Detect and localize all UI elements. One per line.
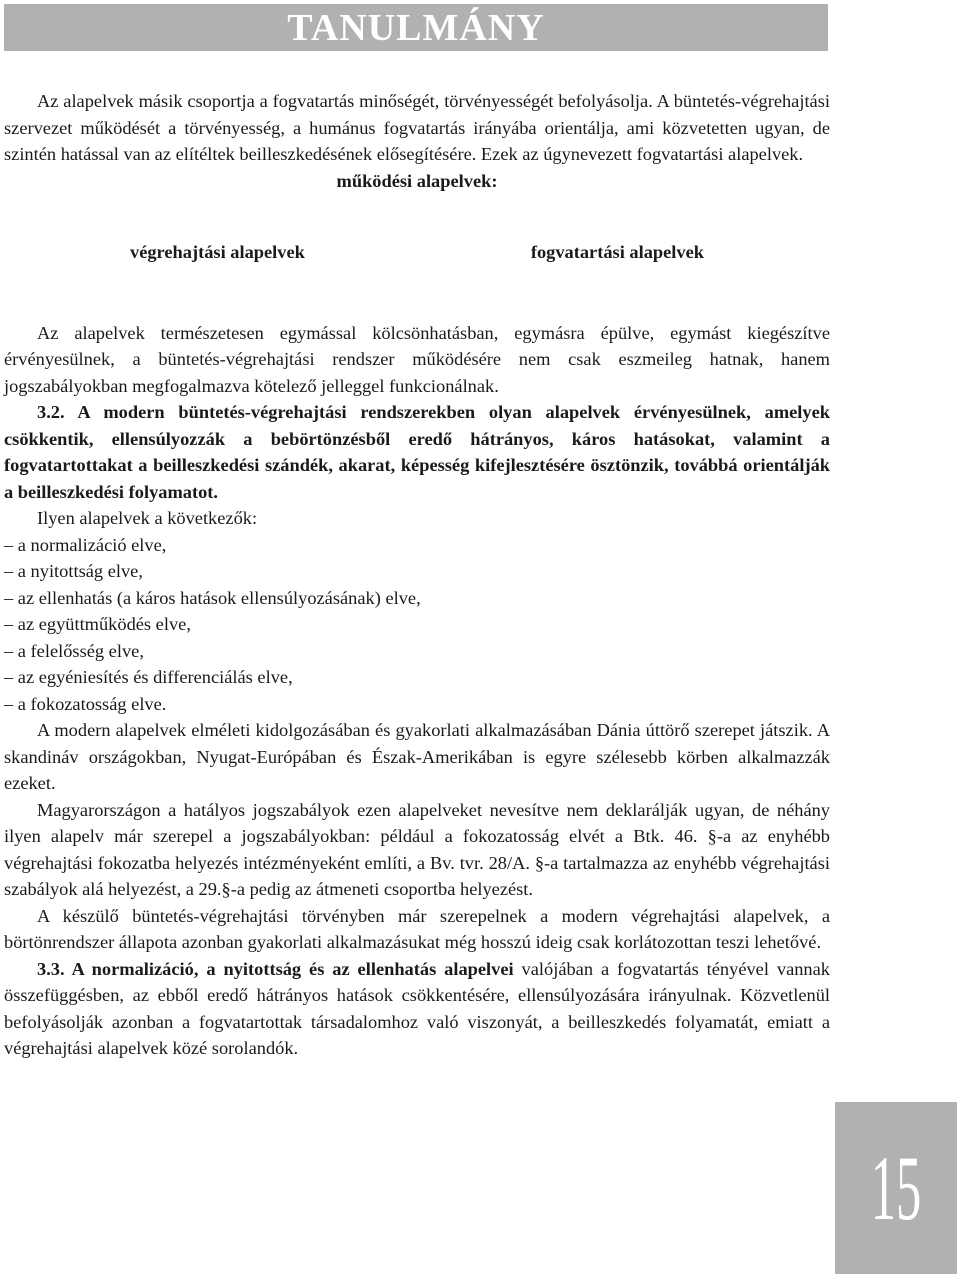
list-item: – a normalizáció elve, [4, 534, 167, 555]
section-3-2: 3.2. A modern büntetés-végrehajtási rendszerekben olyan alapelvek érvényesülnek, amelyek csökkentik, ellensúlyozzák a bebörtönzésből eredő hátrányos, káros hatásokat, valamint a fogvatartottakat a beilleszkedési szándék, akarat, képesség kifejlesztésére ösztönzik, továbbá orientálják a beilleszkedési folyamatot. [4, 402, 830, 502]
section-3-3-heading: 3.3. A normalizáció, a nyitottság és az ellenhatás alapelvei [37, 958, 514, 979]
diagram-left-branch: végrehajtási alapelvek [130, 242, 305, 262]
page-number: 15 [870, 1137, 922, 1239]
section-3-3-text: valójában a fogvatartás tényével vannak összefüggésben, az ebből eredő hátrányos hatások csökkentésére, ellensúlyozására irányulnak. Közvetlenül befolyásolják azonban a fogvatartottak társadalomhoz való viszonyát, a beilleszkedés folyamatát, emiatt a végrehajtási alapelvek közé sorolandók. [4, 958, 830, 1058]
paragraph-interaction: Az alapelvek természetesen egymással kölcsönhatásban, egymásra épülve, egymást kiegészítve érvényesülnek, a büntetés-végrehajtási rendszer működésére nem csak eszmeileg hatnak, hanem jogszabályokban megfogalmazva kötelező jelleggel funkcionálnak. [4, 322, 830, 396]
list-item: – az ellenhatás (a káros hatások ellensúlyozásának) elve, [4, 587, 421, 608]
principles-diagram [4, 168, 830, 266]
page-title: TANULMÁNY [287, 6, 545, 49]
article-body [4, 88, 830, 1062]
principles-list [4, 532, 830, 718]
page-number-box [835, 1102, 957, 1274]
section-3-3 [4, 956, 830, 1062]
diagram-heading: működési alapelvek: [336, 170, 498, 191]
diagram-right-branch: fogvatartási alapelvek [530, 242, 704, 262]
intro-paragraph: Az alapelvek másik csoportja a fogvatartás minőségét, törvényességét befolyásolja. A büntetés-végrehajtási szervezet működését a törvényesség, a humánus fogvatartás irányába orientálja, ami közvetetten ugyan, de szintén hatással van az elítéltek beilleszkedésének elősegítésére. Ezek az úgynevezett fogvatartási alapelvek. [4, 91, 830, 164]
header-bar [4, 4, 828, 51]
list-item: – a fokozatosság elve. [4, 693, 167, 714]
list-item: – az együttműködés elve, [4, 614, 191, 634]
list-intro: Ilyen alapelvek a következők: [37, 508, 258, 528]
diagram-branches [4, 239, 830, 266]
list-item: – a nyitottság elve, [4, 561, 143, 581]
paragraph-law: A készülő büntetés-végrehajtási törvényben már szerepelnek a modern végrehajtási alapelvek, a börtönrendszer állapota azonban gyakorlati alkalmazásukat még hosszú ideig csak korlátozottan teszi lehetővé. [4, 905, 830, 952]
list-item: – a felelősség elve, [4, 640, 144, 661]
list-item: – az egyéniesítés és differenciálás elve, [4, 667, 293, 687]
paragraph-denmark: A modern alapelvek elméleti kidolgozásában és gyakorlati alkalmazásában Dánia úttörő szerepet játszik. A skandináv országokban, Nyugat-Európában és Észak-Amerikában is egyre szélesebb körben alkalmazzák ezeket. [4, 720, 830, 793]
paragraph-hungary: Magyarországon a hatályos jogszabályok ezen alapelveket nevesítve nem deklarálják ugyan, de néhány ilyen alapelv már szerepel a jogszabályokban: például a fokozatosság elvét a Btk. 46. §-a az enyhébb végrehajtási fokozatba helyezés intézményeként említi, a Bv. tvr. 28/A. §-a tartalmazza az enyhébb végrehajtási szabályok alá helyezést, a 29.§-a pedig az átmeneti csoportba helyezést. [4, 799, 830, 899]
